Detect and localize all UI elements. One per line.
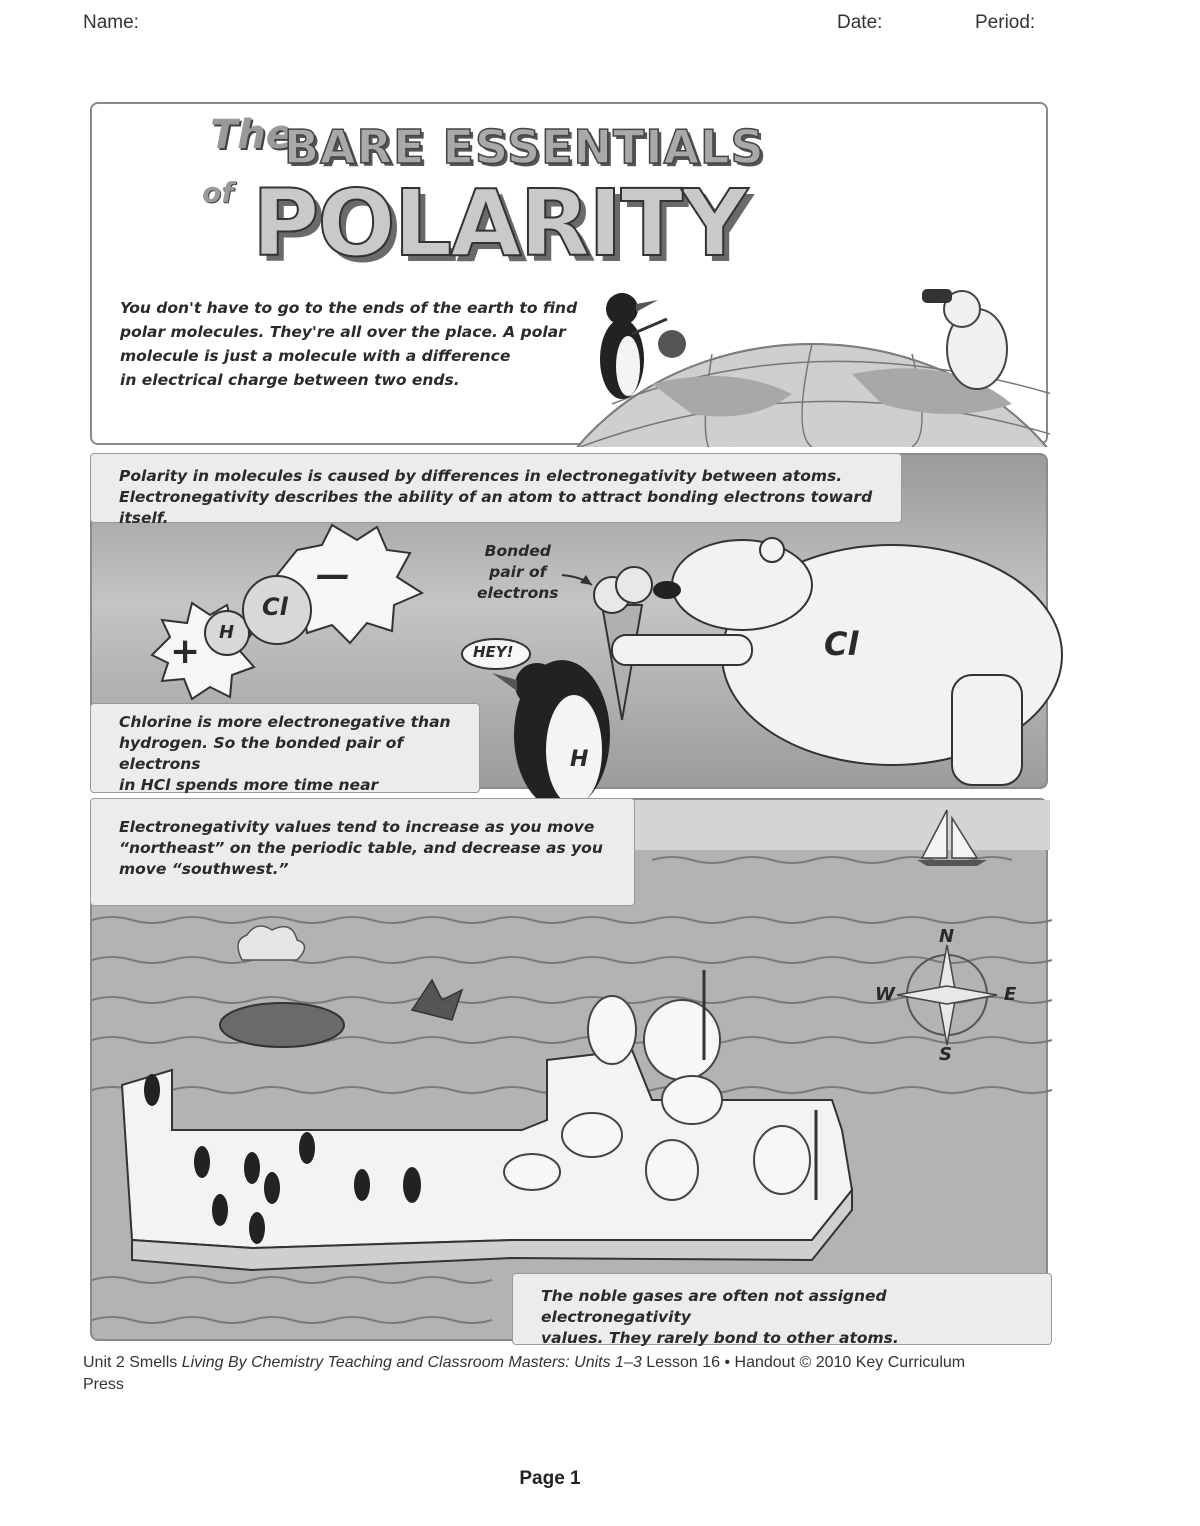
hcl-panel — [90, 453, 1048, 794]
whale — [220, 926, 462, 1047]
name-label: Name: — [83, 12, 139, 33]
footer-citation: Unit 2 Smells Living By Chemistry Teaching and Classroom Masters: Units 1–3 Lesson 16 • Handout © 2010 Key Curriculum Press — [83, 1354, 966, 1393]
title-the: The — [210, 112, 293, 158]
ocean-panel — [90, 798, 1048, 1347]
compass-west: W — [875, 984, 895, 1005]
noble-gases-caption: The noble gases are often not assigned electronegativity values. They rarely bond to other atoms. — [512, 1273, 1052, 1345]
title-of: of — [202, 176, 234, 209]
title-polarity: POLARITY — [252, 170, 746, 277]
penguin-h-label: H — [570, 747, 589, 772]
compass-south: S — [939, 1044, 952, 1065]
electronegativity-trend-caption: Electronegativity values tend to increase as you move “northeast” on the periodic table, and decrease as you move “southwest.” — [90, 798, 635, 906]
page-number: Page 1 — [519, 1468, 581, 1489]
title-panel — [90, 102, 1048, 445]
compass-east: E — [1004, 984, 1017, 1005]
bear-cl-label: Cl — [824, 625, 859, 663]
cl-atom-label: Cl — [262, 593, 288, 621]
plus-sign: + — [170, 631, 201, 672]
hey-text: HEY! — [473, 643, 514, 661]
periodic-table-iceberg — [122, 1050, 852, 1270]
intro-text: You don't have to go to the ends of the earth to find polar molecules. They're all over the place. A polar molecule is just a molecule with a difference in electrical charge between two ends. — [120, 299, 578, 389]
minus-sign: — — [316, 555, 350, 595]
chlorine-caption: Chlorine is more electronegative than hydrogen. So the bonded pair of electrons in HCl spends more time near — [90, 703, 480, 793]
polarity-caption: Polarity in molecules is caused by differences in electronegativity between atoms. Electronegativity describes the ability of an atom to attract bonding electrons toward itself. — [90, 453, 902, 523]
period-label: Period: — [975, 12, 1036, 33]
date-label: Date: — [837, 12, 883, 33]
compass-rose — [897, 945, 997, 1045]
title-bare-essentials: BARE ESSENTIALS — [284, 120, 765, 174]
bonded-pair-label: Bonded pair of electrons — [477, 542, 559, 602]
penguin-h — [492, 660, 610, 810]
compass-north: N — [939, 926, 955, 947]
h-atom-label: H — [219, 622, 235, 643]
